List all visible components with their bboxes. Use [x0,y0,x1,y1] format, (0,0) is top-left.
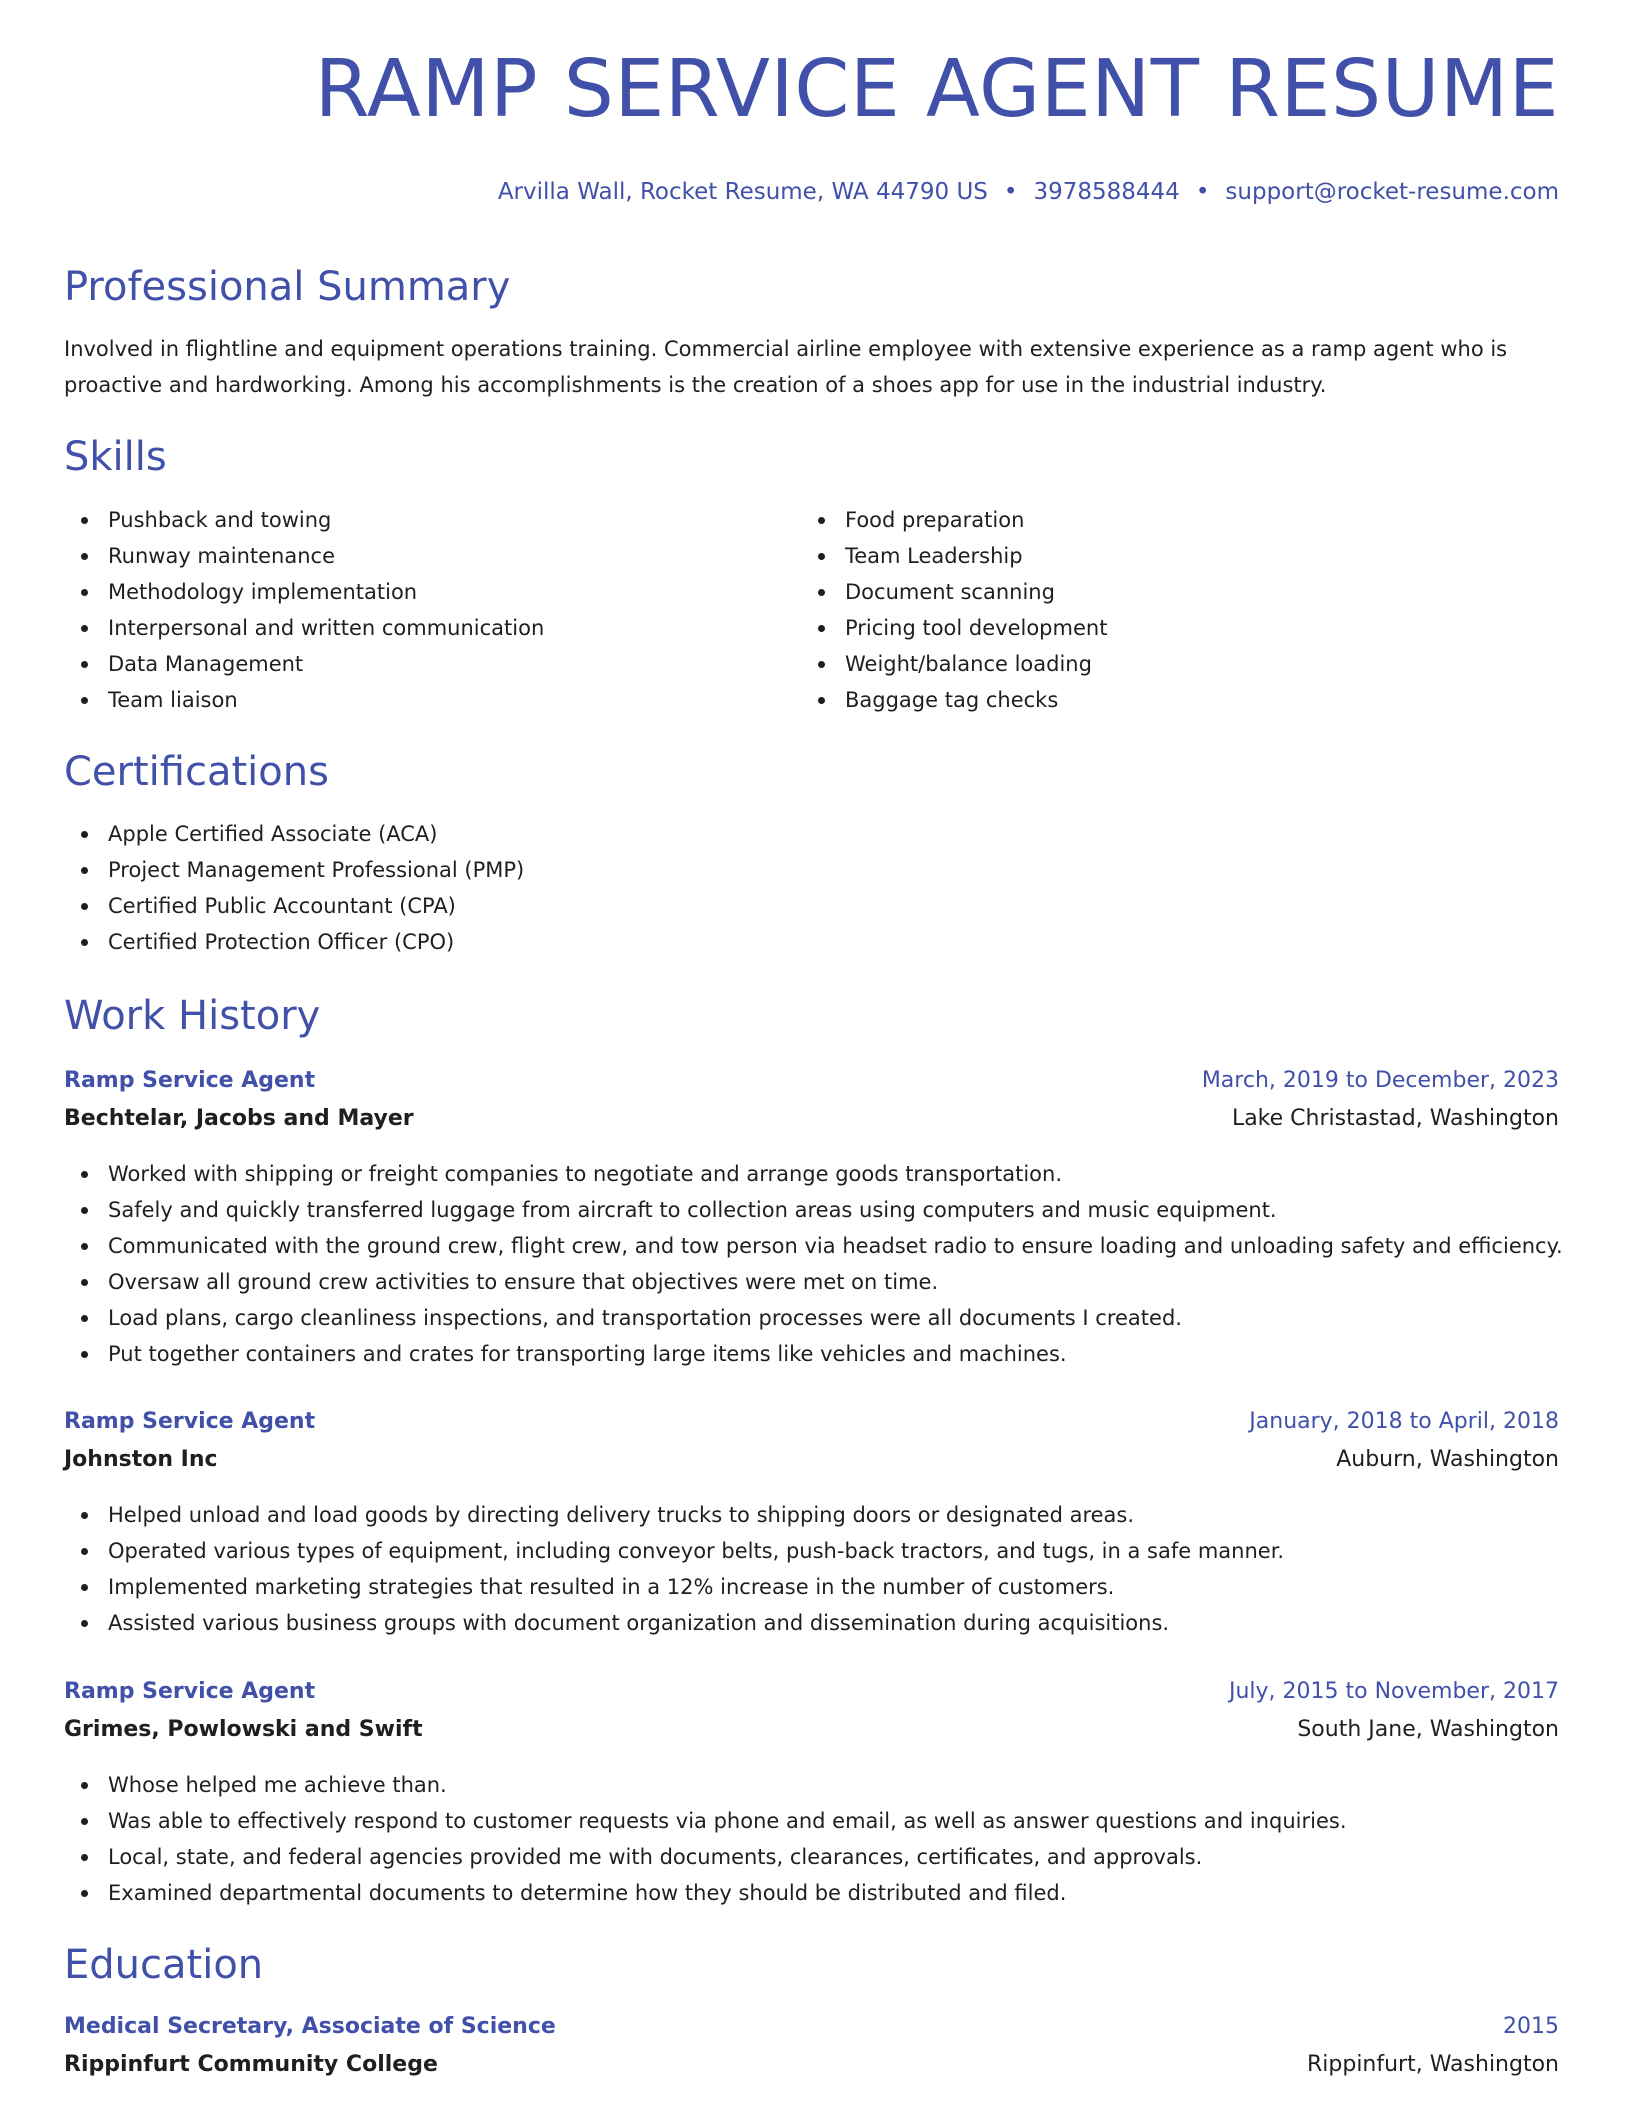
education-degree: Medical Secretary, Associate of Science [64,2014,556,2039]
skill-item: Team Leadership [801,538,1107,574]
education-entry [64,2014,1559,2080]
certification-item: Certified Public Accountant (CPA) [64,888,524,924]
certification-item: Apple Certified Associate (ACA) [64,816,524,852]
summary-text: Involved in flightline and equipment operations training. Commercial airline employee with extensive experience as a ramp agent who is proactive and hardworking. Among his accomplishments is the creation of a shoes app for use in the industrial industry. [64,337,1508,397]
job-bullet: Assisted various business groups with document organization and dissemination during acquisitions. [64,1605,1284,1641]
job-bullets [64,1497,1284,1641]
skills-heading: Skills [64,434,167,480]
job-bullet: Examined departmental documents to determine how they should be distributed and filed. [64,1875,1347,1911]
skill-item: Document scanning [801,574,1107,610]
education-heading: Education [64,1942,264,1988]
contact-email[interactable]: support@rocket-resume.com [1225,179,1559,205]
certification-item: Project Management Professional (PMP) [64,852,524,888]
job-bullets [64,1767,1347,1911]
job-company: Bechtelar, Jacobs and Mayer [64,1106,414,1131]
job-title: Ramp Service Agent [64,1068,316,1093]
job-bullet: Communicated with the ground crew, flight crew, and tow person via headset radio to ensure loading and unloading safety and efficiency. [64,1228,1563,1264]
job-company: Grimes, Powlowski and Swift [64,1717,423,1742]
contact-line [498,181,1559,204]
education-location: Rippinfurt, Washington [1306,2052,1559,2077]
contact-separator: • [1003,179,1018,205]
education-year: 2015 [1503,2014,1559,2039]
job-bullet: Was able to effectively respond to customer requests via phone and email, as well as answer questions and inquiries. [64,1803,1347,1839]
job-dates: March, 2019 to December, 2023 [1201,1068,1559,1093]
skill-item: Baggage tag checks [801,682,1107,718]
skill-item: Interpersonal and written communication [64,610,544,646]
job-bullet: Implemented marketing strategies that resulted in a 12% increase in the number of customers. [64,1569,1284,1605]
job-company: Johnston Inc [64,1447,218,1472]
job-title: Ramp Service Agent [64,1679,316,1704]
skill-item: Team liaison [64,682,544,718]
certifications-heading: Certifications [64,749,329,795]
job-bullet: Oversaw all ground crew activities to ensure that objectives were met on time. [64,1264,1563,1300]
job-dates: January, 2018 to April, 2018 [1249,1409,1559,1434]
job-header [64,1068,1559,1134]
job-title: Ramp Service Agent [64,1409,316,1434]
job-header [64,1679,1559,1745]
skill-item: Pushback and towing [64,502,544,538]
skills-list-left [64,502,544,718]
work-history-heading: Work History [64,993,321,1039]
job-bullet: Put together containers and crates for transporting large items like vehicles and machines. [64,1336,1563,1372]
skills-list-right [801,502,1107,718]
job-bullet: Load plans, cargo cleanliness inspections, and transportation processes were all documents I created. [64,1300,1563,1336]
certifications-list [64,816,524,960]
skill-item: Pricing tool development [801,610,1107,646]
skill-item: Weight/balance loading [801,646,1107,682]
resume-title: RAMP SERVICE AGENT RESUME [314,43,1559,135]
contact-separator: • [1195,179,1210,205]
job-bullet: Helped unload and load goods by directing delivery trucks to shipping doors or designated areas. [64,1497,1284,1533]
skill-item: Methodology implementation [64,574,544,610]
job-bullets [64,1156,1563,1372]
job-bullet: Safely and quickly transferred luggage from aircraft to collection areas using computers and music equipment. [64,1192,1563,1228]
education-school: Rippinfurt Community College [64,2052,438,2077]
job-bullet: Operated various types of equipment, including conveyor belts, push-back tractors, and tugs, in a safe manner. [64,1533,1284,1569]
contact-phone: 3978588444 [1033,179,1180,205]
job-bullet: Worked with shipping or freight companies to negotiate and arrange goods transportation. [64,1156,1563,1192]
skill-item: Data Management [64,646,544,682]
job-dates: July, 2015 to November, 2017 [1228,1679,1559,1704]
job-location: Lake Christastad, Washington [1231,1106,1559,1131]
skill-item: Food preparation [801,502,1107,538]
job-bullet: Whose helped me achieve than. [64,1767,1347,1803]
job-bullet: Local, state, and federal agencies provided me with documents, clearances, certificates, and approvals. [64,1839,1347,1875]
skill-item: Runway maintenance [64,538,544,574]
job-location: South Jane, Washington [1297,1717,1559,1742]
contact-address: Arvilla Wall, Rocket Resume, WA 44790 US [497,179,988,205]
job-location: Auburn, Washington [1336,1447,1559,1472]
job-header [64,1409,1559,1475]
certification-item: Certified Protection Officer (CPO) [64,924,524,960]
summary-heading: Professional Summary [64,264,511,310]
